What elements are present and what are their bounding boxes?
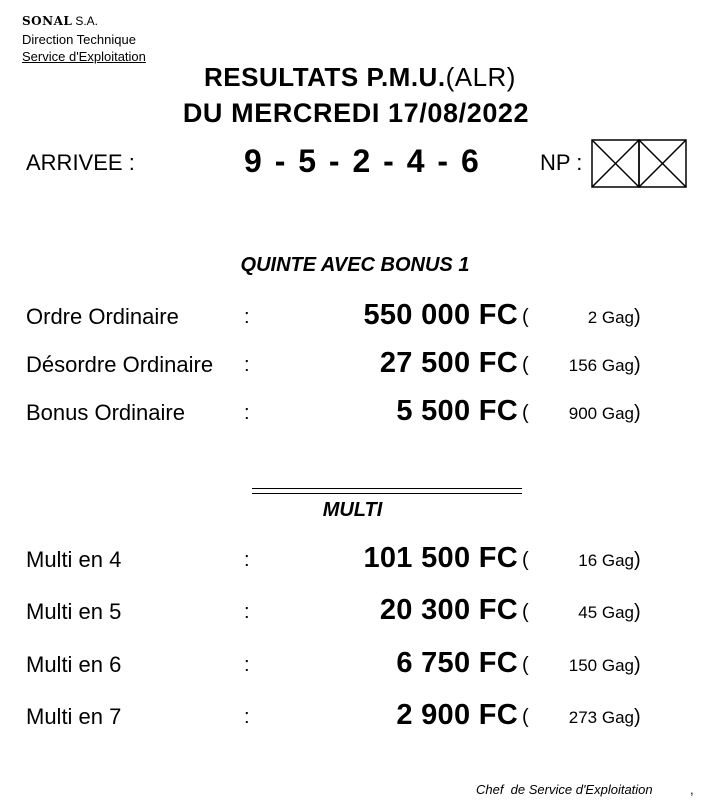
np-crossed-boxes [590,139,688,194]
row-paren-open: ( [522,306,529,328]
row-paren-open: ( [522,354,529,376]
row-paren-open: ( [522,654,529,676]
row-colon: : [244,306,250,328]
row-paren-close: ) [634,601,641,623]
row-label: Multi en 4 [26,547,122,572]
signature-line: Chef de Service d'Exploitation [476,782,653,797]
row-colon: : [244,706,250,728]
row-paren-open: ( [522,706,529,728]
service-name: Service d'Exploitation [22,49,146,64]
np-label: NP : [540,150,583,175]
company-line [22,14,98,28]
row-paren-open: ( [522,402,529,424]
row-paren-close: ) [634,654,641,676]
document-date: DU MERCREDI 17/08/2022 [182,98,530,128]
title-main: RESULTATS P.M.U. [204,62,446,92]
quinte-section-title: QUINTE AVEC BONUS 1 [240,254,470,276]
multi-section-title: MULTI [322,499,383,521]
row-count: 150 Gag [568,656,634,675]
row-amount: 101 500 FC [363,542,518,574]
row-label: Multi en 7 [26,704,122,729]
arrivee-value: 9 - 5 - 2 - 4 - 6 [244,143,480,179]
arrivee-label: ARRIVEE : [26,150,135,175]
row-count: 45 Gag [578,603,634,622]
row-paren-close: ) [634,706,641,728]
document-title [0,62,720,93]
row-count: 16 Gag [578,551,634,570]
row-colon: : [244,402,250,424]
row-colon: : [244,654,250,676]
row-amount: 6 750 FC [396,647,518,679]
row-amount: 5 500 FC [396,395,518,427]
row-paren-open: ( [522,601,529,623]
row-label: Ordre Ordinaire [26,304,179,329]
row-paren-close: ) [634,306,641,328]
row-count: 156 Gag [568,356,634,375]
row-paren-close: ) [634,354,641,376]
row-amount: 20 300 FC [379,594,518,626]
row-amount: 550 000 FC [363,299,518,331]
company-suffix: S.A. [75,14,99,28]
row-amount: 27 500 FC [379,347,518,379]
row-colon: : [244,354,250,376]
row-count: 2 Gag [587,308,634,327]
department-name: Direction Technique [22,32,136,47]
row-paren-close: ) [634,402,641,424]
row-count: 900 Gag [568,404,634,423]
title-suffix: (ALR) [445,62,516,92]
company-name: SONAL [22,14,73,28]
row-label: Bonus Ordinaire [26,400,185,425]
row-colon: : [244,601,250,623]
row-colon: : [244,549,250,571]
section-divider [252,488,522,494]
row-amount: 2 900 FC [396,699,518,731]
row-label: Désordre Ordinaire [26,352,214,377]
row-label: Multi en 5 [26,599,122,624]
row-label: Multi en 6 [26,652,122,677]
footer-mark: , [690,782,694,797]
row-paren-open: ( [522,549,529,571]
row-paren-close: ) [634,549,641,571]
np-crossed-boxes-graphic [590,139,688,189]
row-count: 273 Gag [568,708,634,727]
